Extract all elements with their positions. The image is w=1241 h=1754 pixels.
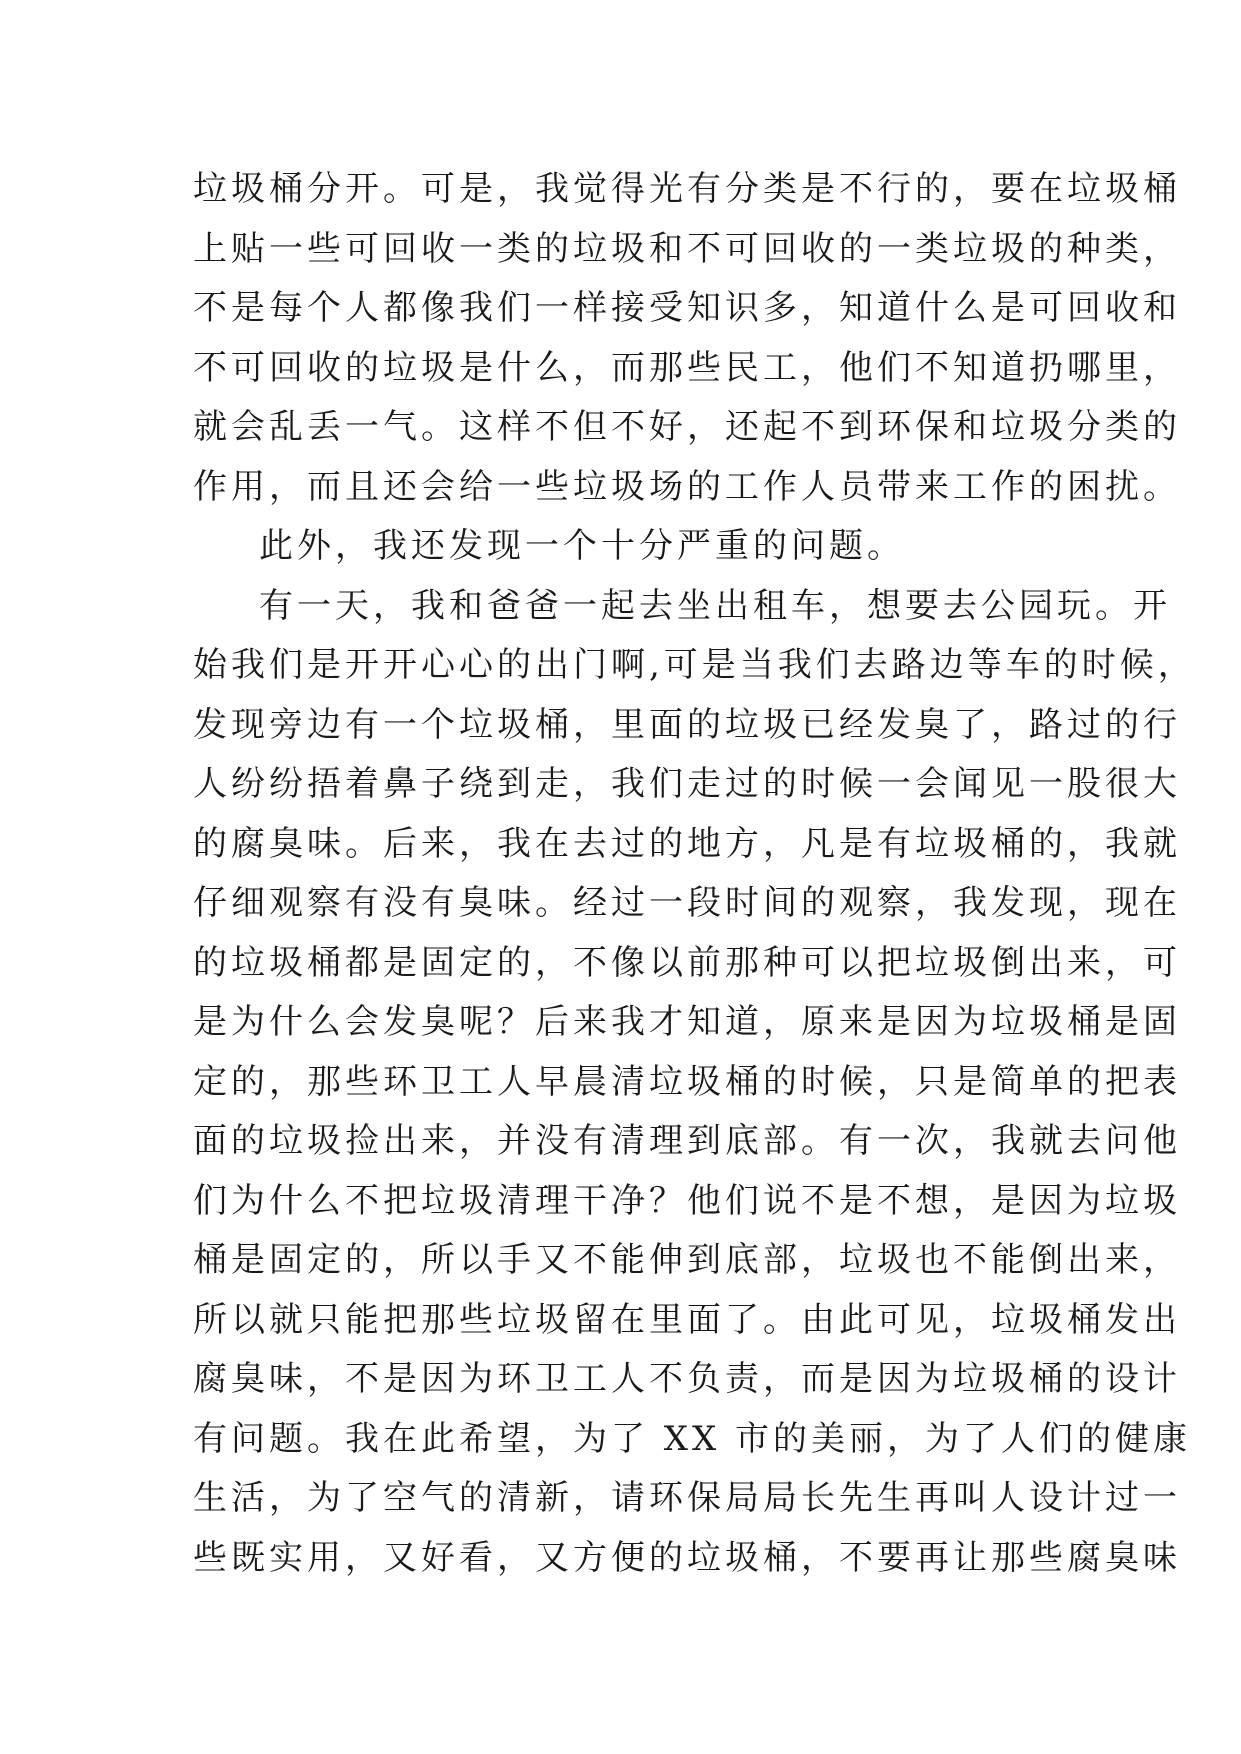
text-line: 们为什么不把垃圾清理干净？他们说不是不想，是因为垃圾	[193, 1180, 1181, 1221]
text-line: 面的垃圾捡出来，并没有清理到底部。有一次，我就去问他	[193, 1121, 1181, 1161]
text-line: 生活，为了空气的清新，请环保局局长先生再叫人设计过一	[193, 1478, 1181, 1518]
text-line: 腐臭味，不是因为环卫工人不负责，而是因为垃圾桶的设计	[193, 1359, 1181, 1399]
document-body	[193, 160, 1196, 1588]
text-line: 不可回收的垃圾是什么，而那些民工，他们不知道扔哪里，	[193, 347, 1181, 388]
text-line: 的垃圾桶都是固定的，不像以前那种可以把垃圾倒出来，可	[193, 942, 1181, 983]
text-line: 人纷纷捂着鼻子绕到走，我们走过的时候一会闻见一股很大	[193, 764, 1181, 804]
text-line: 垃圾桶分开。可是，我觉得光有分类是不行的，要在垃圾桶	[193, 169, 1181, 209]
text-line: 发现旁边有一个垃圾桶，里面的垃圾已经发臭了，路过的行	[193, 704, 1181, 745]
paragraph-start-line: 此外，我还发现一个十分严重的问题。	[259, 526, 905, 566]
text-line: 仔细观察有没有臭味。经过一段时间的观察，我发现，现在	[193, 883, 1181, 923]
paragraph-start-line: 有一天，我和爸爸一起去坐出租车，想要去公园玩。开	[259, 585, 1171, 626]
text-line: 的腐臭味。后来，我在去过的地方，凡是有垃圾桶的，我就	[193, 823, 1181, 864]
text-line: 定的，那些环卫工人早晨清垃圾桶的时候，只是简单的把表	[193, 1061, 1181, 1102]
text-line: 始我们是开开心心的出门啊,可是当我们去路边等车的时候，	[193, 645, 1196, 685]
text-line: 不是每个人都像我们一样接受知识多，知道什么是可回收和	[193, 288, 1181, 328]
text-line: 所以就只能把那些垃圾留在里面了。由此可见，垃圾桶发出	[193, 1299, 1181, 1340]
text-line: 桶是固定的，所以手又不能伸到底部，垃圾也不能倒出来，	[193, 1240, 1181, 1280]
text-line: 作用，而且还会给一些垃圾场的工作人员带来工作的困扰。	[193, 466, 1181, 507]
text-line: 有问题。我在此希望，为了 XX 市的美丽，为了人们的健康	[193, 1418, 1192, 1459]
text-line: 些既实用，又好看，又方便的垃圾桶，不要再让那些腐臭味	[193, 1537, 1181, 1578]
text-line: 上贴一些可回收一类的垃圾和不可回收的一类垃圾的种类，	[193, 228, 1181, 269]
text-line: 就会乱丢一气。这样不但不好，还起不到环保和垃圾分类的	[193, 407, 1181, 447]
text-line: 是为什么会发臭呢？后来我才知道，原来是因为垃圾桶是固	[193, 1002, 1181, 1042]
